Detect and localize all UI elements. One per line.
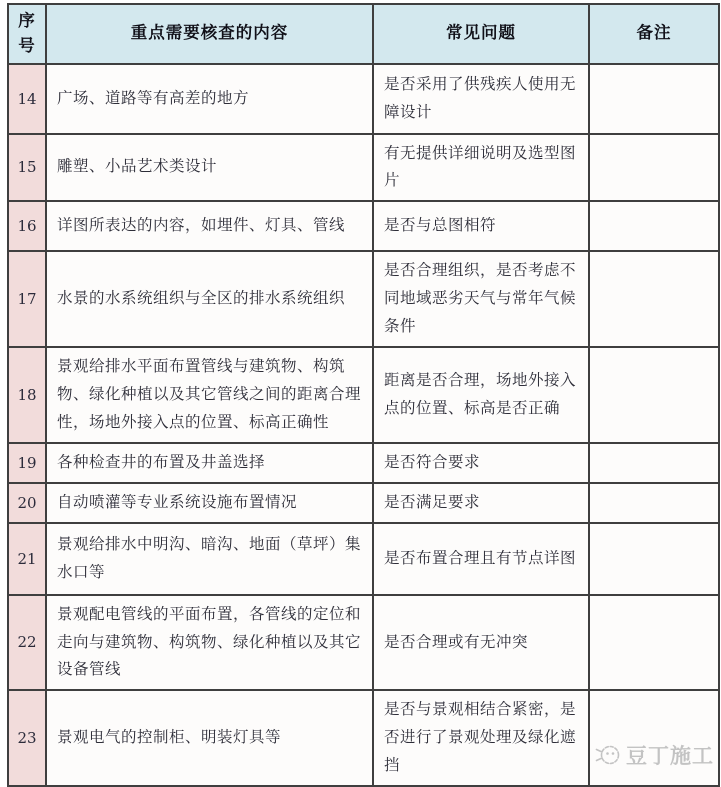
header-row [8,4,719,64]
problem-cell: 有无提供详细说明及选型图片 [373,134,589,202]
header-cell-problem: 常见问题 [373,4,589,64]
table-row [8,523,719,595]
content-cell: 各种检查井的布置及井盖选择 [46,443,373,483]
remark-cell [589,134,719,202]
problem-cell: 是否与景观相结合紧密，是否进行了景观处理及绿化遮挡 [373,690,589,786]
table-row [8,201,719,251]
row-index: 19 [8,443,46,483]
row-index: 23 [8,690,46,786]
table-row [8,347,719,443]
table-row [8,134,719,202]
doudin-mascot-icon [594,742,622,768]
row-index: 16 [8,201,46,251]
header-cell-no: 序 号 [8,4,46,64]
watermark-text: 豆丁施工 [626,743,714,769]
review-checklist-table [7,3,720,787]
remark-cell [589,483,719,523]
row-index: 14 [8,64,46,134]
remark-cell [589,251,719,347]
row-index: 20 [8,483,46,523]
problem-cell: 是否布置合理且有节点详图 [373,523,589,595]
row-index: 18 [8,347,46,443]
remark-cell [589,64,719,134]
remark-cell [589,595,719,691]
problem-cell: 是否与总图相符 [373,201,589,251]
row-index: 22 [8,595,46,691]
content-cell: 广场、道路等有高差的地方 [46,64,373,134]
remark-cell [589,347,719,443]
content-cell: 详图所表达的内容，如埋件、灯具、管线 [46,201,373,251]
content-cell: 雕塑、小品艺术类设计 [46,134,373,202]
problem-cell: 是否满足要求 [373,483,589,523]
header-cell-remark: 备注 [589,4,719,64]
problem-cell: 是否合理或有无冲突 [373,595,589,691]
table-row [8,483,719,523]
table-row [8,595,719,691]
watermark [591,740,717,770]
content-cell: 自动喷灌等专业系统设施布置情况 [46,483,373,523]
row-index: 21 [8,523,46,595]
remark-cell [589,201,719,251]
content-cell: 景观配电管线的平面布置，各管线的定位和走向与建筑物、构筑物、绿化种植以及其它设备管线 [46,595,373,691]
table-row [8,64,719,134]
header-cell-content: 重点需要核查的内容 [46,4,373,64]
problem-cell: 是否符合要求 [373,443,589,483]
content-cell: 景观给排水中明沟、暗沟、地面（草坪）集水口等 [46,523,373,595]
row-index: 15 [8,134,46,202]
content-cell: 景观给排水平面布置管线与建筑物、构筑物、绿化种植以及其它管线之间的距离合理性，场地外接入点的位置、标高正确性 [46,347,373,443]
remark-cell [589,523,719,595]
table-row [8,690,719,786]
content-cell: 景观电气的控制柜、明装灯具等 [46,690,373,786]
problem-cell: 是否采用了供残疾人使用无障设计 [373,64,589,134]
problem-cell: 距离是否合理，场地外接入点的位置、标高是否正确 [373,347,589,443]
problem-cell: 是否合理组织，是否考虑不同地域恶劣天气与常年气候条件 [373,251,589,347]
remark-cell [589,690,719,786]
table-row [8,251,719,347]
content-cell: 水景的水系统组织与全区的排水系统组织 [46,251,373,347]
remark-cell [589,443,719,483]
table-row [8,443,719,483]
row-index: 17 [8,251,46,347]
